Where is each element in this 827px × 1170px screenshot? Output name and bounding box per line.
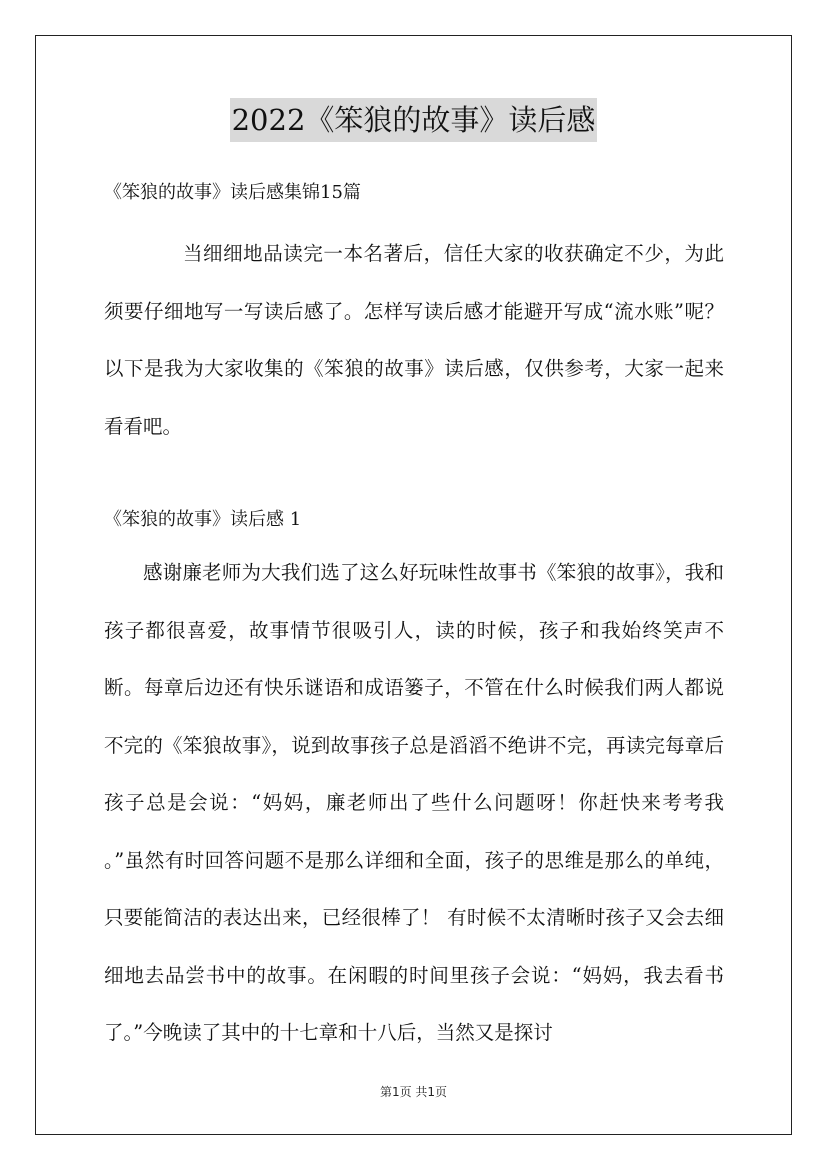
intro-paragraph: 当细细地品读完一本名著后，信任大家的收获确定不少，为此须要仔细地写一写读后感了。怎样写读后感才能避开写成“流水账”呢？以下是我为大家收集的《笨狼的故事》读后感，仅供参考，大家一起来看看吧。 [104,242,724,438]
section-heading: 《笨狼的故事》读后感 1 [104,509,302,530]
title-container [0,98,827,142]
body-paragraph: 感谢廉老师为大我们选了这么好玩味性故事书《笨狼的故事》，我和孩子都很喜爱，故事情节很吸引人，读的时候，孩子和我始终笑声不断。每章后边还有快乐谜语和成语篓子，不管在什么时候我们两人都说不完的《笨狼故事》，说到故事孩子总是滔滔不绝讲不完，再读完每章后孩子总是会说：“妈妈，廉老师出了些什么问题呀！你赶快来考考我 。”虽然有时回答问题不是那么详细和全面，孩子的思维是那么的单纯，只要能简洁的表达出来，已经很棒了！ 有时候不太清晰时孩子又会去细细地去品尝书中的故事。在闲暇的时间里孩子会说：“妈妈，我去看书了。”今晚读了其中的十七章和十八后，当然又是探讨 [104,561,724,1044]
document-subtitle: 《笨狼的故事》读后感集锦15篇 [104,182,361,203]
document-title: 2022《笨狼的故事》读后感 [230,98,598,142]
page-footer: 第1页 共1页 [379,1085,448,1099]
